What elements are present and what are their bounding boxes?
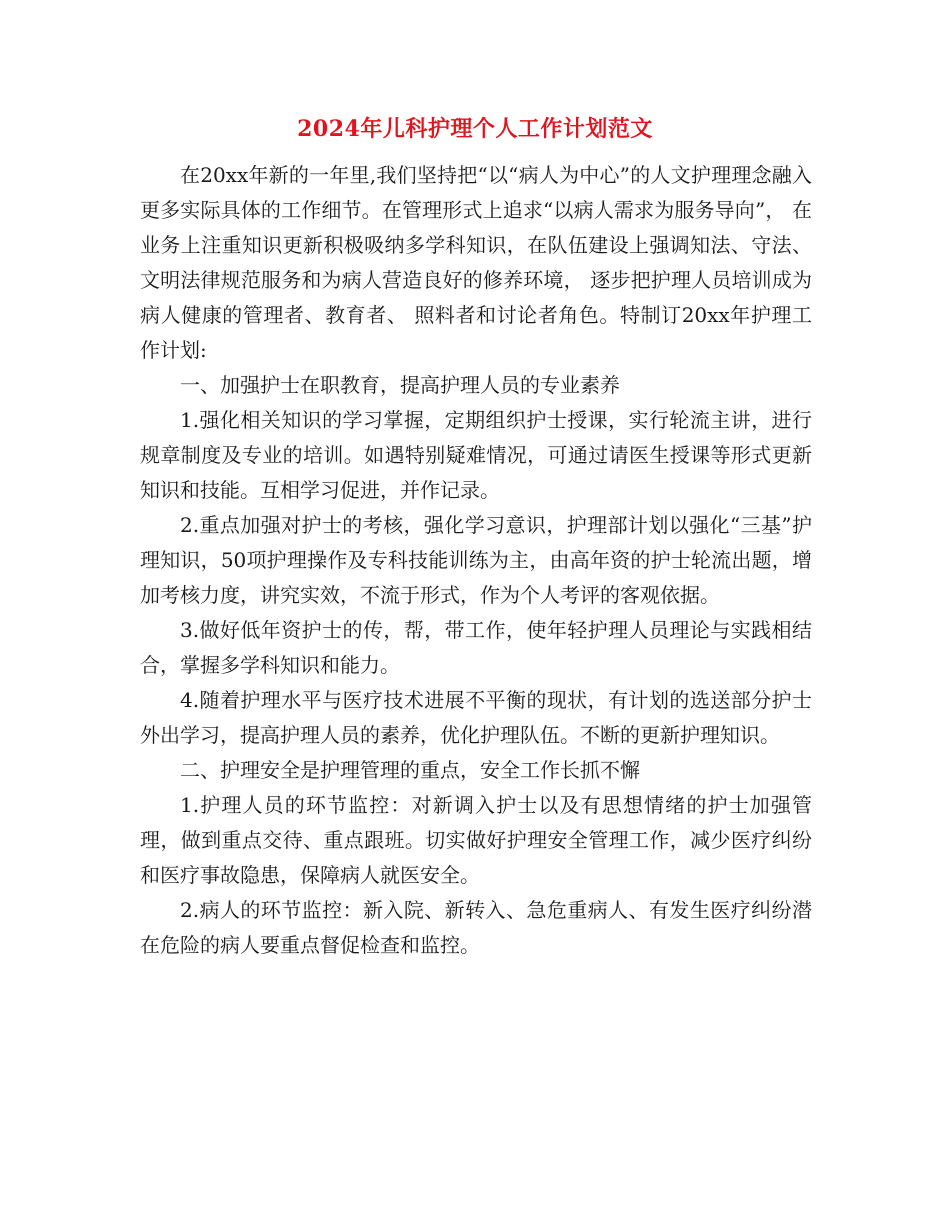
section-2-item-2: 2.病人的环节监控：新入院、新转入、急危重病人、有发生医疗纠纷潜在危险的病人要重点督促检查和监控。 <box>140 898 812 957</box>
section-1-item-2: 2.重点加强对护士的考核，强化学习意识，护理部计划以强化“三基”护理知识，50项护理操作及专科技能训练为主，由高年资的护士轮流出题，增加考核力度，讲究实效，不流于形式，作为个人考评的客观依据。 <box>140 513 812 607</box>
section-heading-2: 二、护理安全是护理管理的重点，安全工作长抓不懈 <box>180 758 640 782</box>
section-2-item-1: 1.护理人员的环节监控：对新调入护士以及有思想情绪的护士加强管理，做到重点交待、重点跟班。切实做好护理安全管理工作，减少医疗纠纷和医疗事故隐患，保障病人就医安全。 <box>140 793 812 887</box>
document-body <box>140 158 812 963</box>
document-title: 2024年儿科护理个人工作计划范文 <box>297 116 653 142</box>
section-heading-1: 一、加强护士在职教育，提高护理人员的专业素养 <box>180 373 620 397</box>
section-1-item-3: 3.做好低年资护士的传，帮，带工作，使年轻护理人员理论与实践相结合，掌握多学科知识和能力。 <box>140 618 812 677</box>
intro-paragraph: 在20xx年新的一年里,我们坚持把“以“病人为中心”的人文护理理念融入更多实际具体的工作细节。在管理形式上追求“以病人需求为服务导向”， 在业务上注重知识更新积极吸纳多学科知识，在队伍建设上强调知法、守法、文明法律规范服务和为病人营造良好的修养环境， 逐步把护理人员培训成为病人健康的管理者、教育者、 照料者和讨论者角色。特制订20xx年护理工作计划: <box>140 163 812 362</box>
section-1-item-1: 1.强化相关知识的学习掌握，定期组织护士授课，实行轮流主讲，进行规章制度及专业的培训。如遇特别疑难情况，可通过请医生授课等形式更新知识和技能。互相学习促进，并作记录。 <box>140 408 812 502</box>
section-1-item-4: 4.随着护理水平与医疗技术进展不平衡的现状，有计划的选送部分护士外出学习，提高护理人员的素养，优化护理队伍。不断的更新护理知识。 <box>140 688 812 747</box>
